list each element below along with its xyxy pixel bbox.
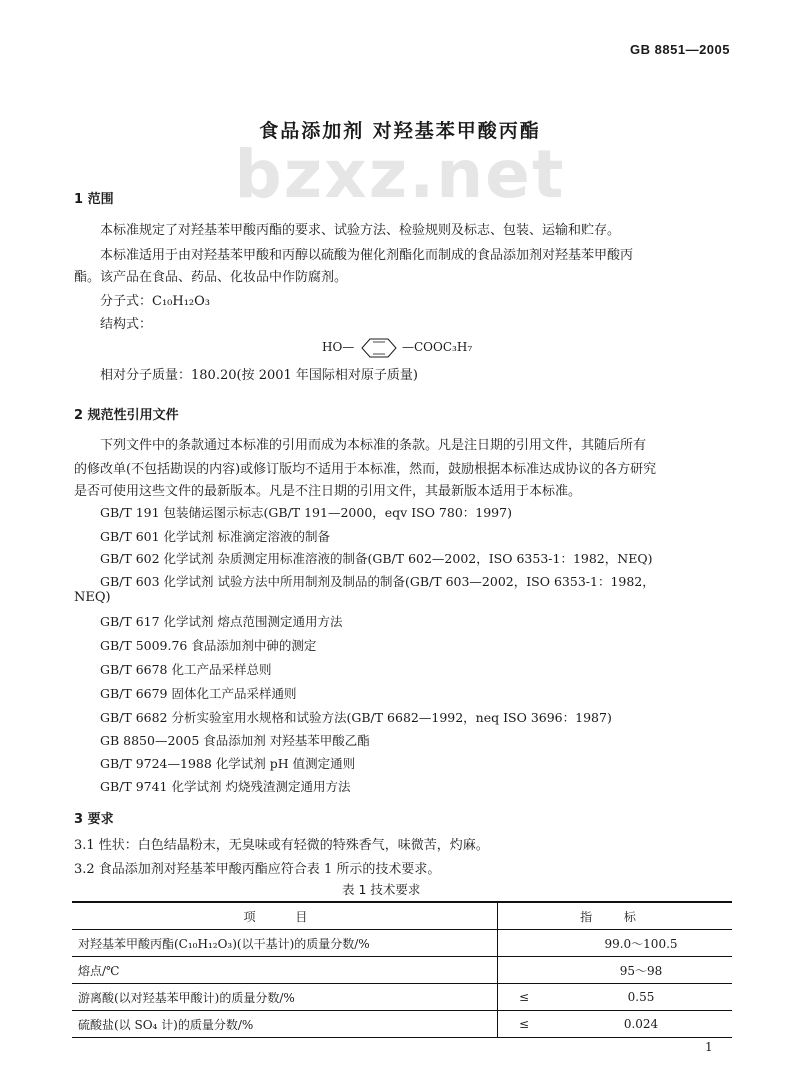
- table-caption: 表 1 技术要求: [342, 882, 421, 897]
- table-cell-symbol: [498, 957, 551, 984]
- table-cell-value: 95～98: [550, 957, 732, 984]
- reference-item: GB/T 601 化学试剂 标准滴定溶液的制备: [100, 529, 330, 544]
- reference-item: GB/T 6679 固体化工产品采样通则: [100, 686, 297, 701]
- reference-item-continuation: NEQ): [74, 590, 111, 605]
- page-number: 1: [705, 1040, 713, 1054]
- reference-item: GB 8850—2005 食品添加剂 对羟基苯甲酸乙酯: [100, 733, 370, 748]
- table-row: [72, 984, 732, 1011]
- reference-item: GB/T 617 化学试剂 熔点范围测定通用方法: [100, 614, 343, 629]
- watermark: bzxz.net: [234, 136, 566, 213]
- table-cell-item: 对羟基苯甲酸丙酯(C₁₀H₁₂O₃)(以干基计)的质量分数/%: [72, 930, 498, 957]
- table-cell-item: 熔点/℃: [72, 957, 498, 984]
- clause-3-2: 3.2 食品添加剂对羟基苯甲酸丙酯应符合表 1 所示的技术要求。: [74, 862, 441, 877]
- table-row: [72, 930, 732, 957]
- standard-number: GB 8851—2005: [630, 42, 730, 57]
- reference-item: GB/T 191 包装储运图示标志(GB/T 191—2000，eqv ISO 780：1997): [100, 505, 512, 520]
- reference-item: GB/T 602 化学试剂 杂质测定用标准溶液的制备(GB/T 602—2002，ISO 6353-1：1982，NEQ): [100, 551, 653, 566]
- table-header-row: [72, 902, 732, 930]
- molecular-formula: 分子式：C₁₀H₁₂O₃: [100, 294, 210, 309]
- relative-molecular-mass: 相对分子质量：180.20(按 2001 年国际相对原子质量): [100, 368, 418, 383]
- reference-item: GB/T 6682 分析实验室用水规格和试验方法(GB/T 6682—1992，neq ISO 3696：1987): [100, 710, 612, 725]
- reference-item: GB/T 9724—1988 化学试剂 pH 值测定通则: [100, 756, 356, 771]
- table-row: [72, 957, 732, 984]
- scope-paragraph-1: 本标准规定了对羟基苯甲酸丙酯的要求、试验方法、检验规则及标志、包装、运输和贮存。: [100, 223, 621, 238]
- table-cell-symbol: [498, 930, 551, 957]
- section-2-heading: 2 规范性引用文件: [74, 408, 179, 423]
- structure-ho-group: HO—: [322, 340, 355, 354]
- column-header-item: 项 目: [72, 902, 498, 930]
- column-header-value: 指 标: [498, 902, 733, 930]
- scope-paragraph-2-line-2: 酯。该产品在食品、药品、化妆品中作防腐剂。: [74, 270, 348, 285]
- structure-ester-group: —COOC₃H₇: [402, 340, 473, 354]
- structure-label: 结构式：: [100, 317, 153, 332]
- reference-item: GB/T 6678 化工产品采样总则: [100, 662, 272, 677]
- benzene-ring-icon: [356, 336, 402, 360]
- reference-item: GB/T 5009.76 食品添加剂中砷的测定: [100, 638, 317, 653]
- table-cell-item: 硫酸盐(以 SO₄ 计)的质量分数/%: [72, 1011, 498, 1038]
- table-cell-value: 0.024: [550, 1011, 732, 1038]
- references-intro-line-3: 是否可使用这些文件的最新版本。凡是不注日期的引用文件，其最新版本适用于本标准。: [74, 484, 582, 499]
- reference-item: GB/T 603 化学试剂 试验方法中所用制剂及制品的制备(GB/T 603—2002，ISO 6353-1：1982，: [100, 574, 655, 589]
- document-title: 食品添加剂 对羟基苯甲酸丙酯: [259, 120, 541, 142]
- table-cell-value: 99.0～100.5: [550, 930, 732, 957]
- reference-item: GB/T 9741 化学试剂 灼烧残渣测定通用方法: [100, 779, 351, 794]
- references-intro-line-2: 的修改单(不包括勘误的内容)或修订版均不适用于本标准，然而，鼓励根据本标准达成协议的各方研究: [74, 462, 657, 477]
- table-cell-value: 0.55: [550, 984, 732, 1011]
- technical-requirements-table: [72, 901, 732, 1038]
- section-1-heading: 1 范围: [74, 192, 114, 207]
- section-3-heading: 3 要求: [74, 812, 114, 827]
- table-row: [72, 1011, 732, 1038]
- scope-paragraph-2-line-1: 本标准适用于由对羟基苯甲酸和丙醇以硫酸为催化剂酯化而制成的食品添加剂对羟基苯甲酸丙: [100, 248, 634, 263]
- table-cell-symbol: ≤: [498, 1011, 551, 1038]
- table-cell-symbol: ≤: [498, 984, 551, 1011]
- table-cell-item: 游离酸(以对羟基苯甲酸计)的质量分数/%: [72, 984, 498, 1011]
- references-intro-line-1: 下列文件中的条款通过本标准的引用而成为本标准的条款。凡是注日期的引用文件，其随后所有: [100, 438, 647, 453]
- clause-3-1: 3.1 性状：白色结晶粉末，无臭味或有轻微的特殊香气，味微苦，灼麻。: [74, 838, 489, 853]
